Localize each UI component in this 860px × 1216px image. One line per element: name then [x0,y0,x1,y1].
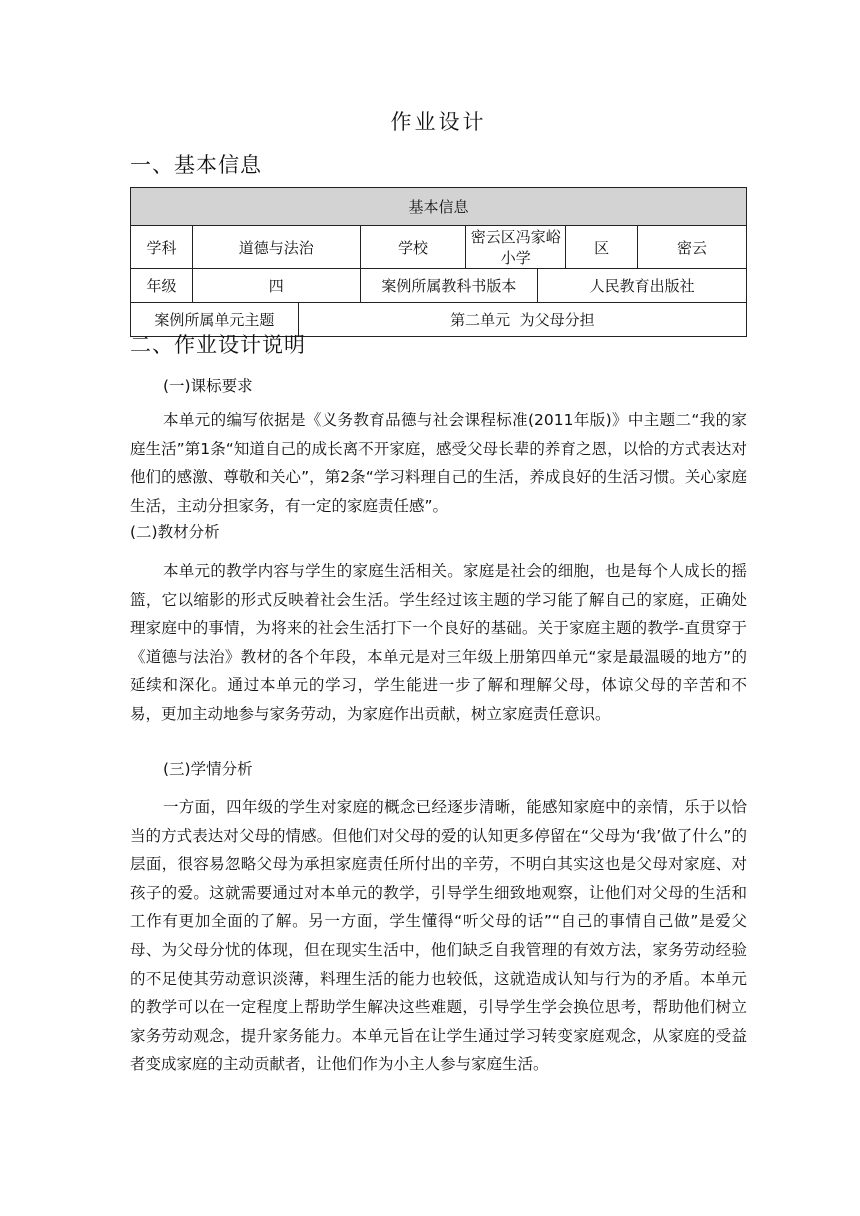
unit-value: 第二单元 为父母分担 [298,303,746,337]
edition-value: 人民教育出版社 [538,269,747,303]
edition-label: 案例所属教科书版本 [360,269,538,303]
subheading-learner: (三)学情分析 [163,760,253,778]
basic-info-table [130,187,747,337]
section-heading-design-notes: 二、作业设计说明 [130,333,306,357]
subheading-textbook: (二)教材分析 [130,523,220,541]
district-value: 密云 [638,226,747,269]
paragraph-curriculum: 本单元的编写依据是《义务教育品德与社会课程标准(2011年版)》中主题二“我的家庭生活”第1条“知道自己的成长离不开家庭，感受父母长辈的养育之恩，以恰的方式表达对他们的感激、尊敬和关心”，第2条“学习料理自己的生活，养成良好的生活习惯。关心家庭生活，主动分担家务，有一定的家庭责任感”。 [130,411,747,515]
school-label: 学校 [360,226,466,269]
school-value: 密云区冯家峪小学 [466,226,566,269]
paragraph-learner: 一方面，四年级的学生对家庭的概念已经逐步清晰，能感知家庭中的亲情，乐于以恰当的方式表达对父母的情感。但他们对父母的爱的认知更多停留在“父母为‘我’做了什么”的层面，很容易忽略父母为承担家庭责任所付出的辛劳，不明白其实这也是父母对家庭、对孩子的爱。这就需要通过对本单元的教学，引导学生细致地观察，让他们对父母的生活和工作有更加全面的了解。另一方面，学生懂得“听父母的话”“自己的事情自己做”是爱父母、为父母分忧的体现，但在现实生活中，他们缺乏自我管理的有效方法，家务劳动经验的不足使其劳动意识淡薄，料理生活的能力也较低，这就造成认知与行为的矛盾。本单元的教学可以在一定程度上帮助学生解决这些难题，引导学生学会换位思考，帮助他们树立家务劳动观念，提升家务能力。本单元旨在让学生通过学习转变家庭观念，从家庭的受益者变成家庭的主动贡献者，让他们作为小主人参与家庭生活。 [130,798,747,1074]
subject-value: 道德与法治 [192,226,360,269]
section-heading-basic-info: 一、基本信息 [130,153,262,177]
district-label: 区 [566,226,638,269]
document-title: 作业设计 [390,110,487,134]
table-header: 基本信息 [131,188,747,226]
subheading-curriculum: (一)课标要求 [163,377,253,395]
grade-value: 四 [192,269,360,303]
subject-label: 学科 [131,226,193,269]
paragraph-textbook: 本单元的教学内容与学生的家庭生活相关。家庭是社会的细胞，也是每个人成长的摇篮，它以缩影的形式反映着社会生活。学生经过该主题的学习能了解自己的家庭，正确处理家庭中的事情，为将来的社会生活打下一个良好的基础。关于家庭主题的教学-直贯穿于《道德与法治》教材的各个年段，本单元是对三年级上册第四单元“家是最温暖的地方”的延续和深化。通过本单元的学习，学生能进一步了解和理解父母，体谅父母的辛苦和不易，更加主动地参与家务劳动，为家庭作出贡献，树立家庭责任意识。 [130,562,747,723]
unit-label: 案例所属单元主题 [131,303,299,337]
grade-label: 年级 [131,269,193,303]
